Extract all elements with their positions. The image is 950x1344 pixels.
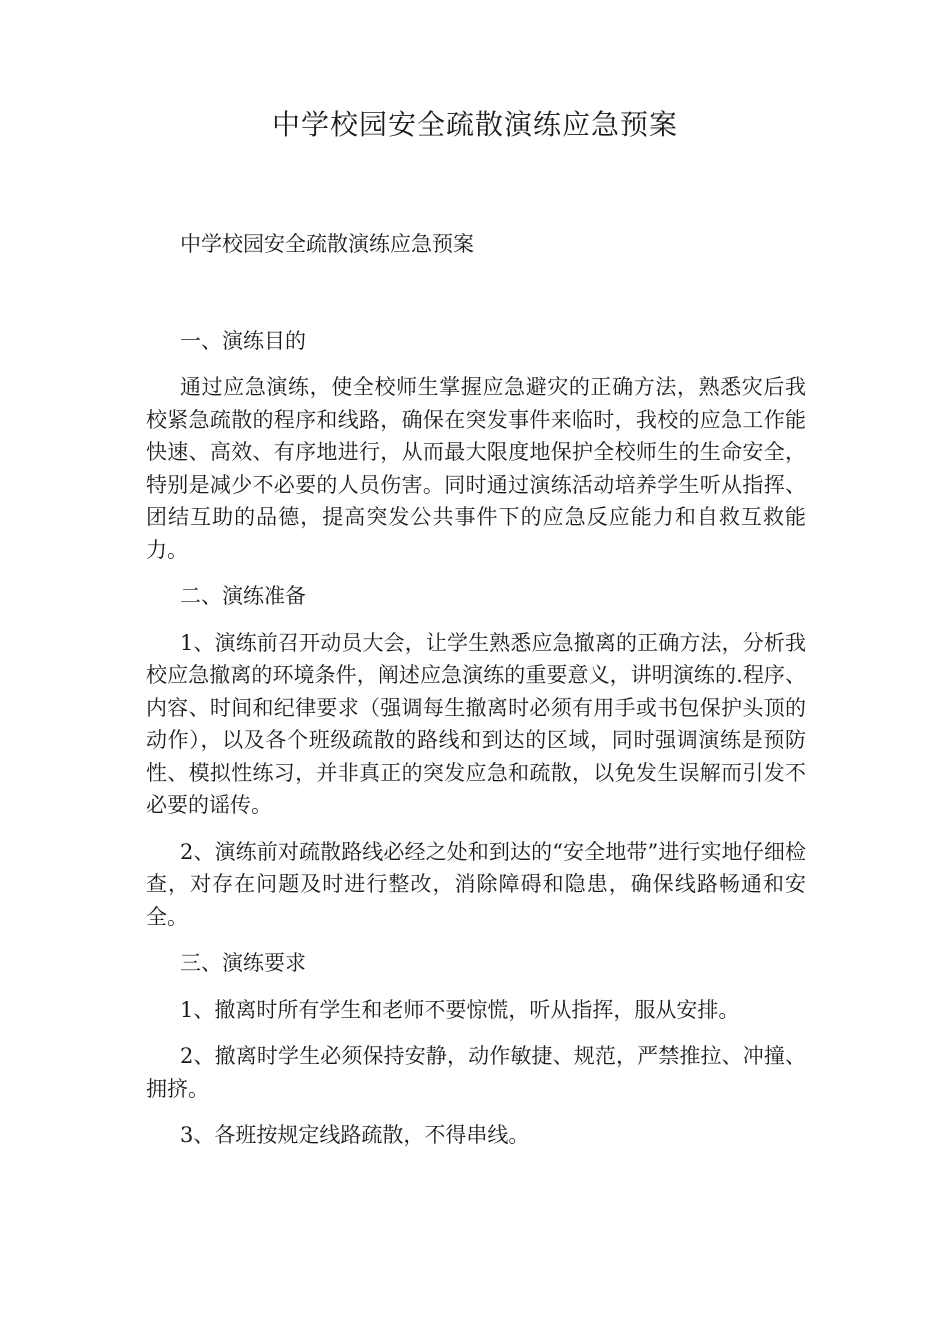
section-heading-preparation: 二、演练准备 [180,584,306,608]
paragraph-purpose-1: 通过应急演练，使全校师生掌握应急避灾的正确方法，熟悉灾后我校紧急疏散的程序和线路，确保在突发事件来临时，我校的应急工作能快速、高效、有序地进行，从而最大限度地保护全校师生的生命安全，特别是减少不必要的人员伤害。同时通过演练活动培养学生听从指挥、团结互助的品德，提高突发公共事件下的应急反应能力和自救互救能力。 [146,375,806,562]
paragraph-preparation-2: 2、演练前对疏散路线必经之处和到达的“安全地带”进行实地仔细检查，对存在问题及时进行整改，消除障碍和隐患，确保线路畅通和安全。 [146,839,806,929]
section-heading-requirements: 三、演练要求 [180,951,306,975]
paragraph-requirements-3: 3、各班按规定线路疏散，不得串线。 [180,1123,530,1147]
paragraph-preparation-1: 1、演练前召开动员大会，让学生熟悉应急撤离的正确方法，分析我校应急撤离的环境条件，阐述应急演练的重要意义，讲明演练的.程序、内容、时间和纪律要求（强调每生撤离时必须有用手或书包保护头顶的动作），以及各个班级疏散的路线和到达的区域，同时强调演练是预防性、模拟性练习，并非真正的突发应急和疏散，以免发生误解而引发不必要的谣传。 [146,630,806,817]
paragraph-requirements-2: 2、撤离时学生必须保持安静，动作敏捷、规范，严禁推拉、冲撞、拥挤。 [146,1044,806,1101]
document-body [146,228,806,1166]
paragraph-requirements-1: 1、撤离时所有学生和老师不要惊慌，听从指挥，服从安排。 [180,997,740,1022]
document-subtitle: 中学校园安全疏散演练应急预案 [180,232,474,256]
document-title: 中学校园安全疏散演练应急预案 [271,108,678,141]
section-heading-purpose: 一、演练目的 [180,328,306,353]
